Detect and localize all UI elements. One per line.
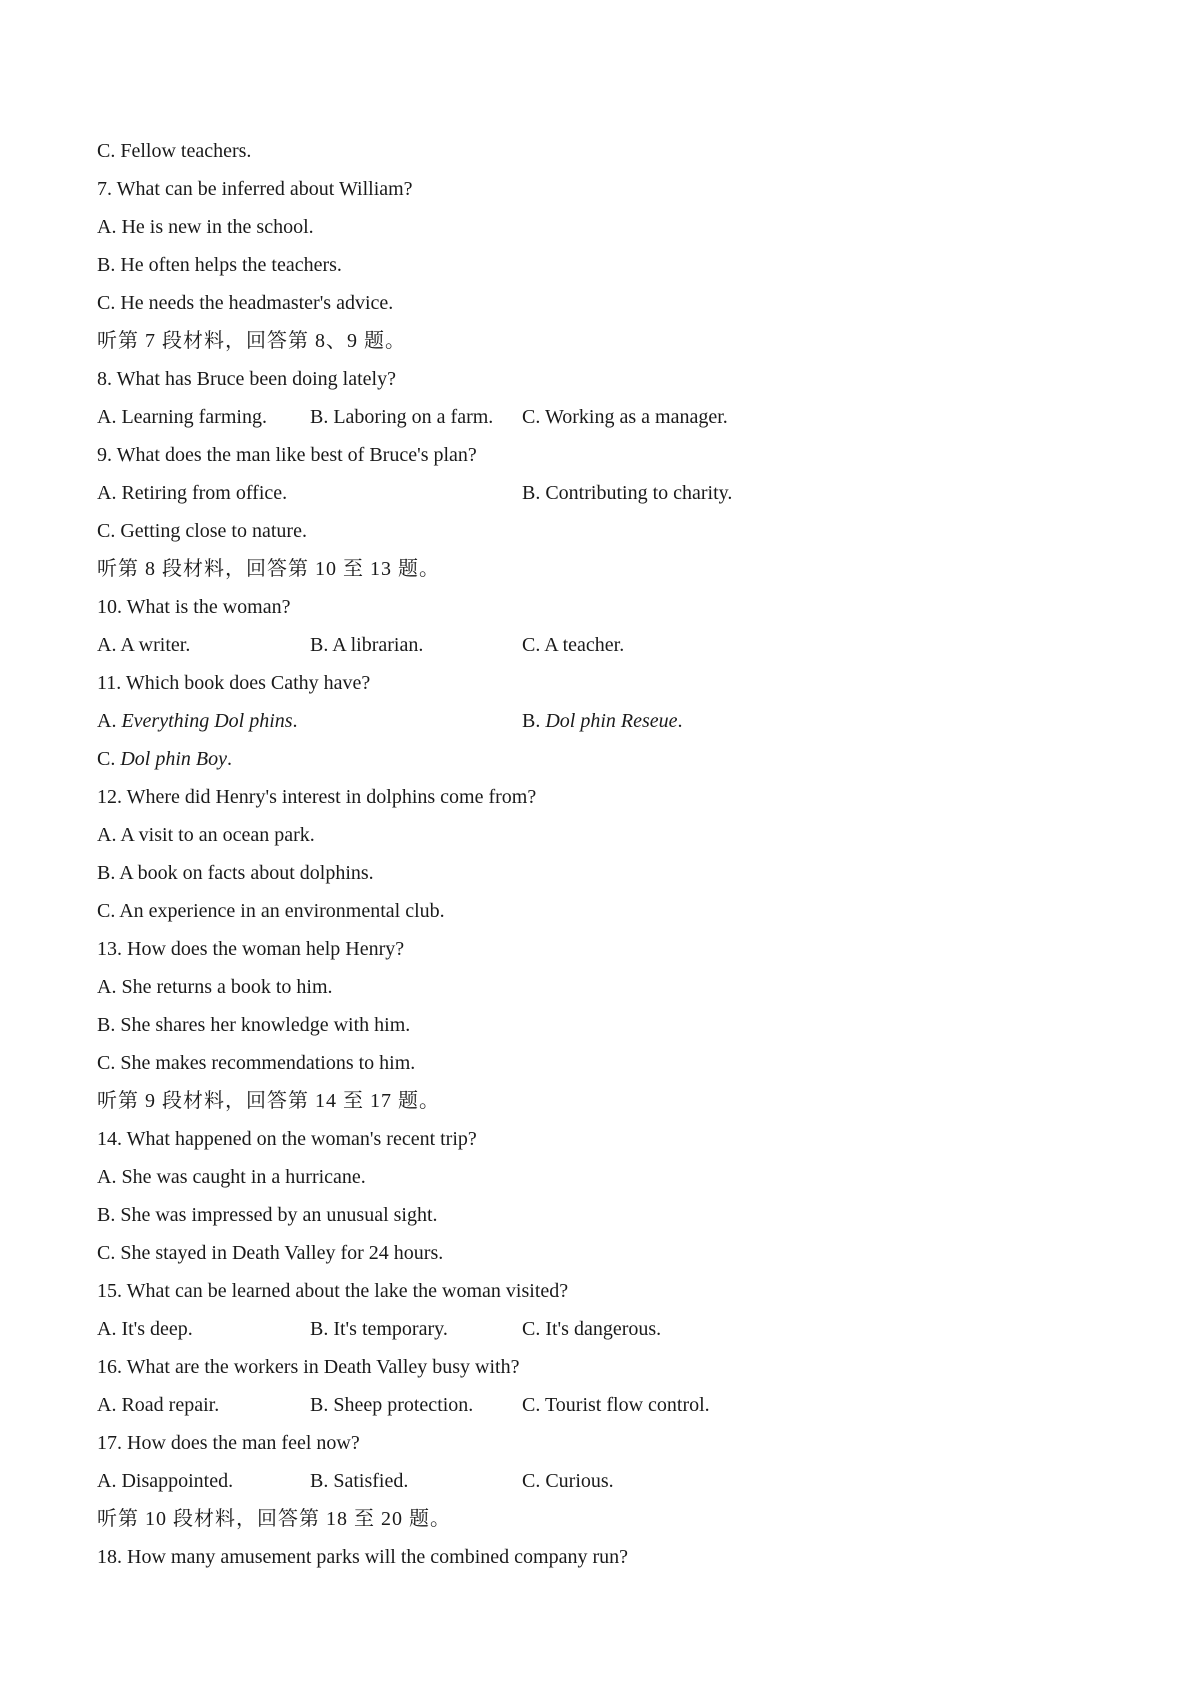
option-b: B. Laboring on a farm. bbox=[310, 406, 494, 428]
question-line bbox=[97, 1276, 1107, 1314]
question-line bbox=[97, 136, 1107, 174]
line-text: B. She shares her knowledge with him. bbox=[97, 1014, 411, 1036]
option-a-prefix: A. bbox=[97, 710, 122, 732]
question-line bbox=[97, 1238, 1107, 1276]
answer-options-row bbox=[97, 706, 1107, 744]
question-line bbox=[97, 934, 1107, 972]
option-a: A. Everything Dol phins. bbox=[97, 710, 298, 732]
question-line bbox=[97, 1162, 1107, 1200]
option-a: A. Retiring from office. bbox=[97, 482, 288, 504]
line-text: 15. What can be learned about the lake the woman visited? bbox=[97, 1280, 569, 1302]
answer-options-row bbox=[97, 1390, 1107, 1428]
section-instruction-text: 听第 9 段材料，回答第 14 至 17 题。 bbox=[97, 1090, 440, 1112]
question-line bbox=[97, 668, 1107, 706]
section-instruction bbox=[97, 1086, 1107, 1124]
question-line bbox=[97, 592, 1107, 630]
line-text: 8. What has Bruce been doing lately? bbox=[97, 368, 396, 390]
answer-options-row bbox=[97, 478, 1107, 516]
option-a: A. It's deep. bbox=[97, 1318, 193, 1340]
line-text: 12. Where did Henry's interest in dolphins come from? bbox=[97, 786, 537, 808]
option-c: C. Tourist flow control. bbox=[522, 1394, 710, 1416]
section-instruction-text: 听第 10 段材料，回答第 18 至 20 题。 bbox=[97, 1508, 451, 1530]
question-line bbox=[97, 1048, 1107, 1086]
question-line bbox=[97, 288, 1107, 326]
option-b: B. It's temporary. bbox=[310, 1318, 448, 1340]
option-title: Dol phin Boy bbox=[120, 748, 227, 770]
option-b: B. Satisfied. bbox=[310, 1470, 409, 1492]
section-instruction-text: 听第 8 段材料，回答第 10 至 13 题。 bbox=[97, 558, 440, 580]
option-c: C. Working as a manager. bbox=[522, 406, 728, 428]
line-text: A. She returns a book to him. bbox=[97, 976, 333, 998]
question-line bbox=[97, 972, 1107, 1010]
question-line bbox=[97, 1428, 1107, 1466]
option-b: B. Contributing to charity. bbox=[522, 482, 733, 504]
option-a-title: Everything Dol phins bbox=[121, 710, 293, 732]
option-a: A. A writer. bbox=[97, 634, 191, 656]
option-a: A. Road repair. bbox=[97, 1394, 220, 1416]
question-line bbox=[97, 516, 1107, 554]
line-text: C. Getting close to nature. bbox=[97, 520, 307, 542]
question-line bbox=[97, 1542, 1107, 1580]
line-text: A. A visit to an ocean park. bbox=[97, 824, 315, 846]
question-line bbox=[97, 1124, 1107, 1162]
line-text: 18. How many amusement parks will the combined company run? bbox=[97, 1546, 628, 1568]
line-text: 16. What are the workers in Death Valley busy with? bbox=[97, 1356, 520, 1378]
line-text: C. He needs the headmaster's advice. bbox=[97, 292, 394, 314]
line-text: C. She makes recommendations to him. bbox=[97, 1052, 416, 1074]
line-text: 14. What happened on the woman's recent trip? bbox=[97, 1128, 477, 1150]
option-b: B. Sheep protection. bbox=[310, 1394, 474, 1416]
line-text: 9. What does the man like best of Bruce's plan? bbox=[97, 444, 477, 466]
option-b-title: Dol phin Reseue bbox=[545, 710, 678, 732]
answer-option-line: C. Dol phin Boy. bbox=[97, 748, 232, 770]
option-c: C. Curious. bbox=[522, 1470, 614, 1492]
line-text: 13. How does the woman help Henry? bbox=[97, 938, 405, 960]
line-text: 10. What is the woman? bbox=[97, 596, 291, 618]
line-text: A. She was caught in a hurricane. bbox=[97, 1166, 366, 1188]
line-text: 17. How does the man feel now? bbox=[97, 1432, 360, 1454]
exam-page bbox=[97, 136, 1107, 1580]
line-text: C. Fellow teachers. bbox=[97, 140, 252, 162]
question-line bbox=[97, 212, 1107, 250]
section-instruction-text: 听第 7 段材料，回答第 8、9 题。 bbox=[97, 330, 406, 352]
question-line bbox=[97, 364, 1107, 402]
option-b: B. A librarian. bbox=[310, 634, 424, 656]
line-text: A. He is new in the school. bbox=[97, 216, 314, 238]
question-line bbox=[97, 896, 1107, 934]
option-c: C. It's dangerous. bbox=[522, 1318, 662, 1340]
question-line bbox=[97, 1010, 1107, 1048]
section-instruction bbox=[97, 326, 1107, 364]
question-line bbox=[97, 1352, 1107, 1390]
answer-options-row bbox=[97, 1466, 1107, 1504]
question-line bbox=[97, 440, 1107, 478]
line-text: B. A book on facts about dolphins. bbox=[97, 862, 374, 884]
question-line bbox=[97, 1200, 1107, 1238]
section-instruction bbox=[97, 554, 1107, 592]
option-a: A. Learning farming. bbox=[97, 406, 267, 428]
line-text: 11. Which book does Cathy have? bbox=[97, 672, 371, 694]
question-line bbox=[97, 174, 1107, 212]
question-line bbox=[97, 858, 1107, 896]
question-line bbox=[97, 820, 1107, 858]
question-line bbox=[97, 782, 1107, 820]
line-text: B. She was impressed by an unusual sight. bbox=[97, 1204, 438, 1226]
answer-options-row bbox=[97, 630, 1107, 668]
line-text: C. An experience in an environmental club. bbox=[97, 900, 445, 922]
question-line bbox=[97, 250, 1107, 288]
option-a: A. Disappointed. bbox=[97, 1470, 234, 1492]
option-c: C. A teacher. bbox=[522, 634, 625, 656]
line-text: C. She stayed in Death Valley for 24 hours. bbox=[97, 1242, 444, 1264]
answer-options-row bbox=[97, 1314, 1107, 1352]
answer-options-row bbox=[97, 402, 1107, 440]
line-text: B. He often helps the teachers. bbox=[97, 254, 342, 276]
section-instruction bbox=[97, 1504, 1107, 1542]
option-prefix: C. bbox=[97, 748, 121, 770]
option-b-prefix: B. bbox=[522, 710, 546, 732]
option-b: B. Dol phin Reseue. bbox=[522, 710, 683, 732]
line-text: 7. What can be inferred about William? bbox=[97, 178, 413, 200]
